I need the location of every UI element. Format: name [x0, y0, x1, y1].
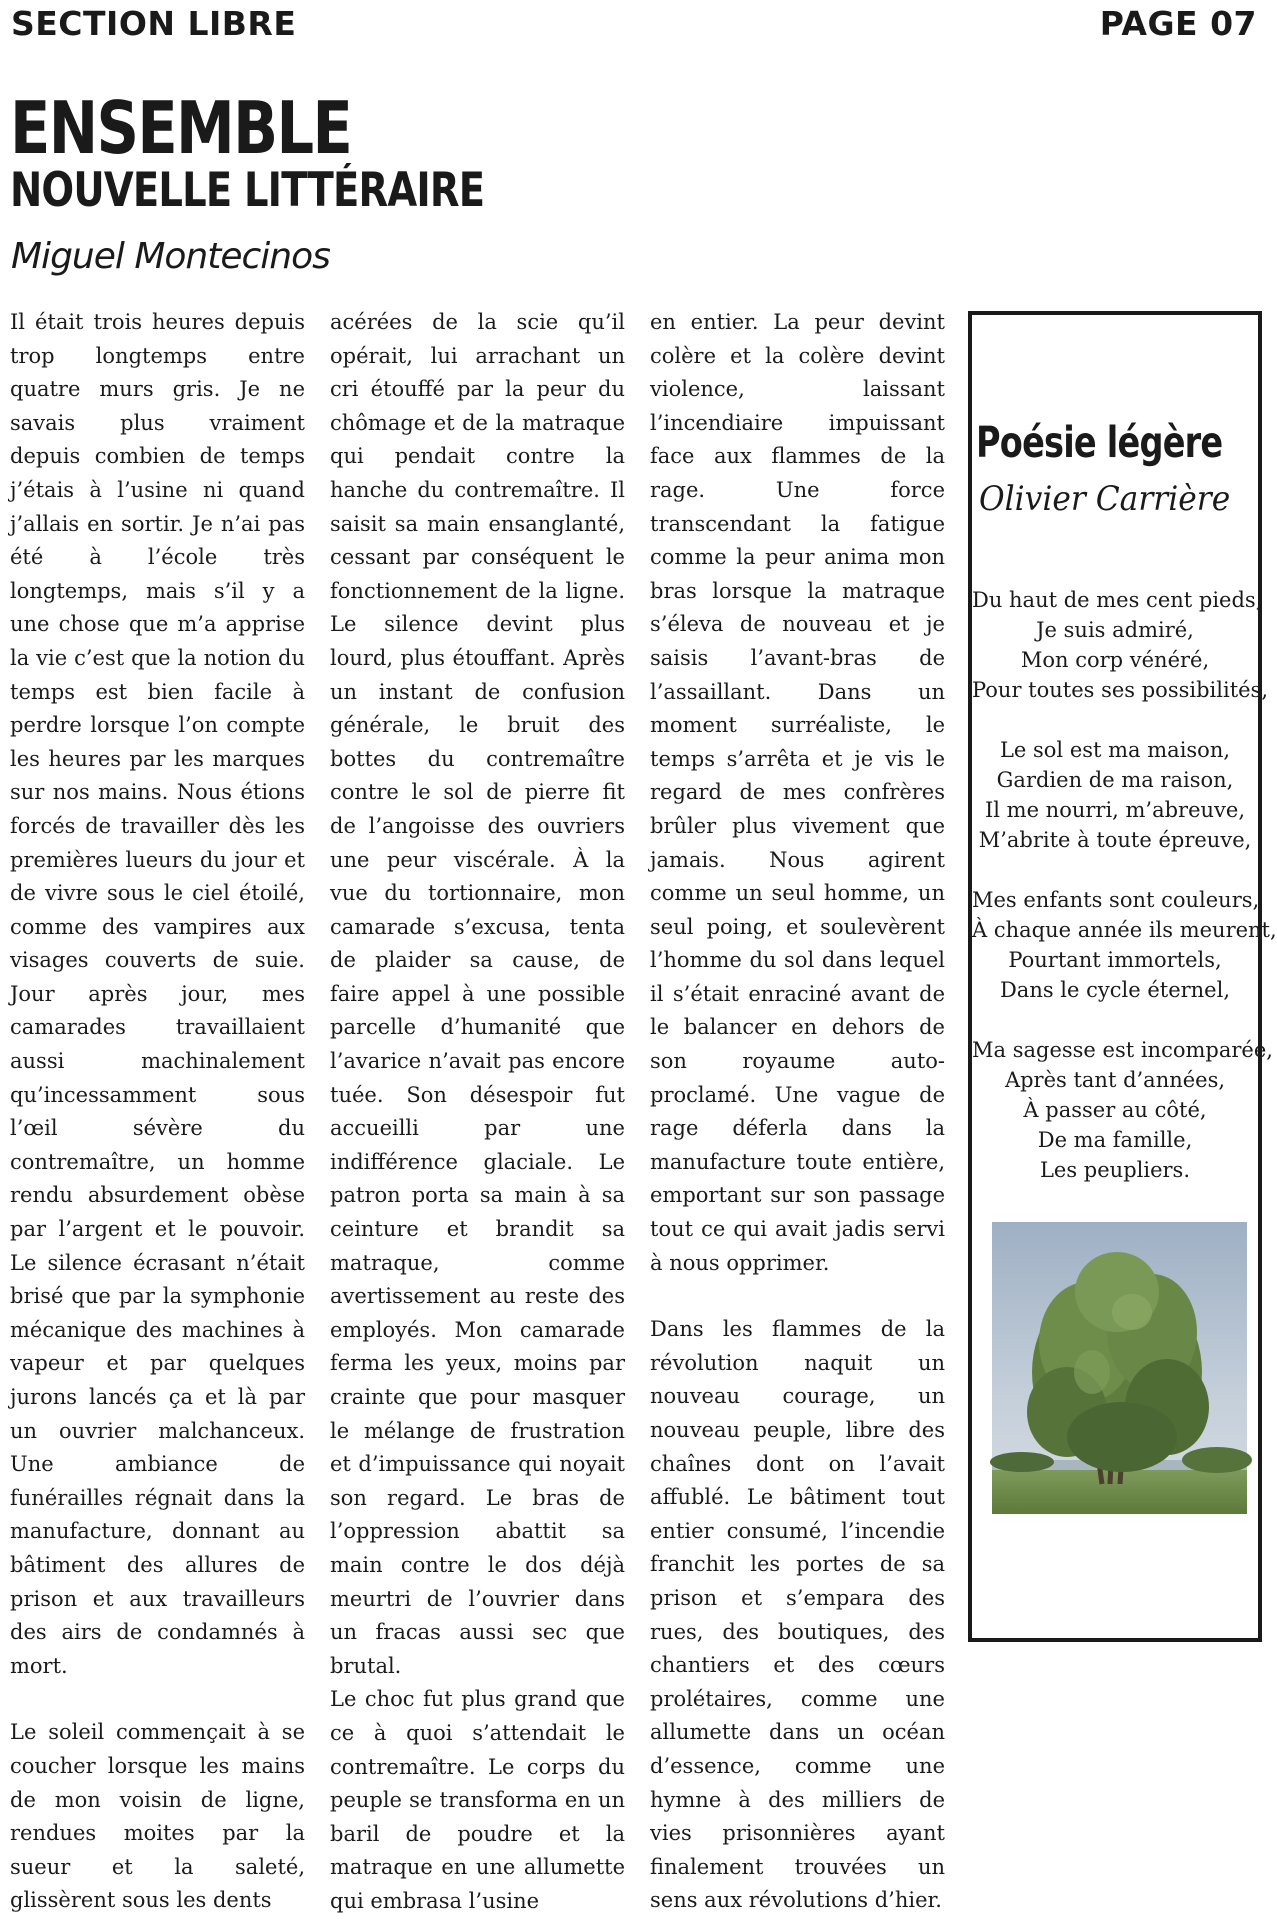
article-column-3: [650, 306, 945, 1913]
poem-stanza: [972, 735, 1258, 855]
poem-body: [972, 585, 1277, 1215]
article-title: ENSEMBLE: [10, 86, 352, 170]
page-number: PAGE 07: [1099, 4, 1257, 43]
article-column-1: [10, 306, 305, 1913]
poem-line: À chaque année ils meurent,: [972, 918, 1277, 942]
poem-line: De ma famille,: [1037, 1128, 1193, 1152]
poem-line: Il me nourri, m’abreuve,: [984, 798, 1246, 822]
poetry-sidebar: [968, 311, 1277, 1642]
poem-line: Gardien de ma raison,: [996, 768, 1234, 792]
poem-line: Pour toutes ses possibilités,: [972, 678, 1269, 702]
section-label: SECTION LIBRE: [11, 4, 297, 43]
poem-line: Ma sagesse est incomparée,: [972, 1038, 1273, 1062]
article-subtitle: NOUVELLE LITTÉRAIRE: [10, 163, 485, 218]
poem-stanza: [972, 885, 1277, 1005]
poem-line: Mon corp vénéré,: [1020, 648, 1210, 672]
poem-line: M’abrite à toute épreuve,: [978, 828, 1252, 852]
article-paragraph: Dans les flammes de la révolution naquit un nouveau courage, un nouveau peuple, libre des chaînes dont on l’avait affublé. Le bâtiment tout entier consumé, l’incendie franchit les portes de sa prison et s’empara des rues, des boutiques, des chantiers et des cœurs prolétaires, comme une allumette dans un océan d’essence, comme une hymne à des milliers de vies prisonnières ayant finalement trouvées un sens aux révolutions d’hier.: [650, 1317, 945, 1913]
article-paragraph: Le choc fut plus grand que ce à quoi s’attendait le contremaître. Le corps du peuple se transforma en un baril de poudre et la matraque en une allumette qui embrasa l’usine: [330, 1687, 625, 1913]
poem-author: Olivier Carrière: [979, 479, 1231, 519]
poem-title: Poésie légère: [976, 418, 1223, 468]
poem-stanza: [972, 585, 1269, 705]
article-author: Miguel Montecinos: [11, 236, 330, 277]
poem-line: Le sol est ma maison,: [999, 738, 1231, 762]
article-paragraph: Il était trois heures depuis trop longtemps entre quatre murs gris. Je ne savais plus vraiment depuis combien de temps j’étais à l’usine ni quand j’allais en sortir. Je n’ai pas été à l’école très longtemps, mais s’il y a une chose que m’a apprise la vie c’est que la notion du temps est bien facile à perdre lorsque l’on compte les heures par les marques sur nos mains. Nous étions forcés de travailler dès les premières lueurs du jour et de vivre sous le ciel étoilé, comme des vampires aux visages couverts de suie. Jour après jour, mes camarades travaillaient aussi machinalement qu’incessamment sous l’œil sévère du contremaître, un homme rendu absurdement obèse par l’argent et le pouvoir. Le silence écrasant n’était brisé que par la symphonie mécanique des machines à vapeur et par quelques jurons lancés ça et là par un ouvrier malchanceux. Une ambiance de funérailles régnait dans la manufacture, donnant au bâtiment des allures de prison et aux travailleurs des airs de condamnés à mort.: [10, 310, 305, 1678]
poem-line: Les peupliers.: [1039, 1158, 1190, 1182]
article-column-2: [330, 306, 625, 1913]
poem-line: Je suis admiré,: [1036, 618, 1194, 642]
poem-stanza: [972, 1035, 1273, 1185]
article-paragraph: Le soleil commençait à se coucher lorsque les mains de mon voisin de ligne, rendues moites par la sueur et la saleté, glissèrent sous les dents: [10, 1720, 305, 1913]
poem-line: Mes enfants sont couleurs,: [972, 888, 1260, 912]
article-paragraph: acérées de la scie qu’il opérait, lui arrachant un cri étouffé par la peur du chômage et de la matraque qui pendait contre la hanche du contremaître. Il saisit sa main ensanglanté, cessant par conséquent le fonctionnement de la ligne. Le silence devint plus lourd, plus étouffant. Après un instant de confusion générale, le bruit des bottes du contremaître contre le sol de pierre fit de l’angoisse des ouvriers une peur viscérale. À la vue du tortionnaire, mon camarade s’excusa, tenta de plaider sa cause, de faire appel à une possible parcelle d’humanité que l’avarice n’avait pas encore tuée. Son désespoir fut accueilli par une indifférence glaciale. Le patron porta sa main à sa ceinture et brandit sa matraque, comme avertissement au reste des employés. Mon camarade ferma les yeux, moins par crainte que pour masquer le mélange de frustration et d’impuissance qui noyait son regard. Le bras de l’oppression abattit sa main contre le dos déjà meurtri de l’ouvrier dans un fracas aussi sec que brutal.: [330, 310, 625, 1678]
poem-line: À passer au côté,: [1023, 1098, 1207, 1122]
poem-line: Pourtant immortels,: [1008, 948, 1222, 972]
article-paragraph: en entier. La peur devint colère et la colère devint violence, laissant l’incendiaire impuissant face aux flammes de la rage. Une force transcendant la fatigue comme la peur anima mon bras lorsque la matraque s’éleva de nouveau et je saisis l’avant-bras de l’assaillant. Dans un moment surréaliste, le temps s’arrêta et je vis le regard de mes confrères brûler plus vivement que jamais. Nous agirent comme un seul homme, un seul poing, et soulevèrent l’homme du sol dans lequel il s’était enraciné avant de le balancer en dehors de son royaume auto-proclamé. Une vague de rage déferla dans la manufacture toute entière, emportant sur son passage tout ce qui avait jadis servi à nous opprimer.: [650, 310, 945, 1275]
poplar-tree-image: [992, 1222, 1247, 1514]
poem-line: Du haut de mes cent pieds,: [972, 588, 1263, 612]
poem-line: Après tant d’années,: [1004, 1068, 1226, 1092]
poem-line: Dans le cycle éternel,: [999, 978, 1231, 1002]
